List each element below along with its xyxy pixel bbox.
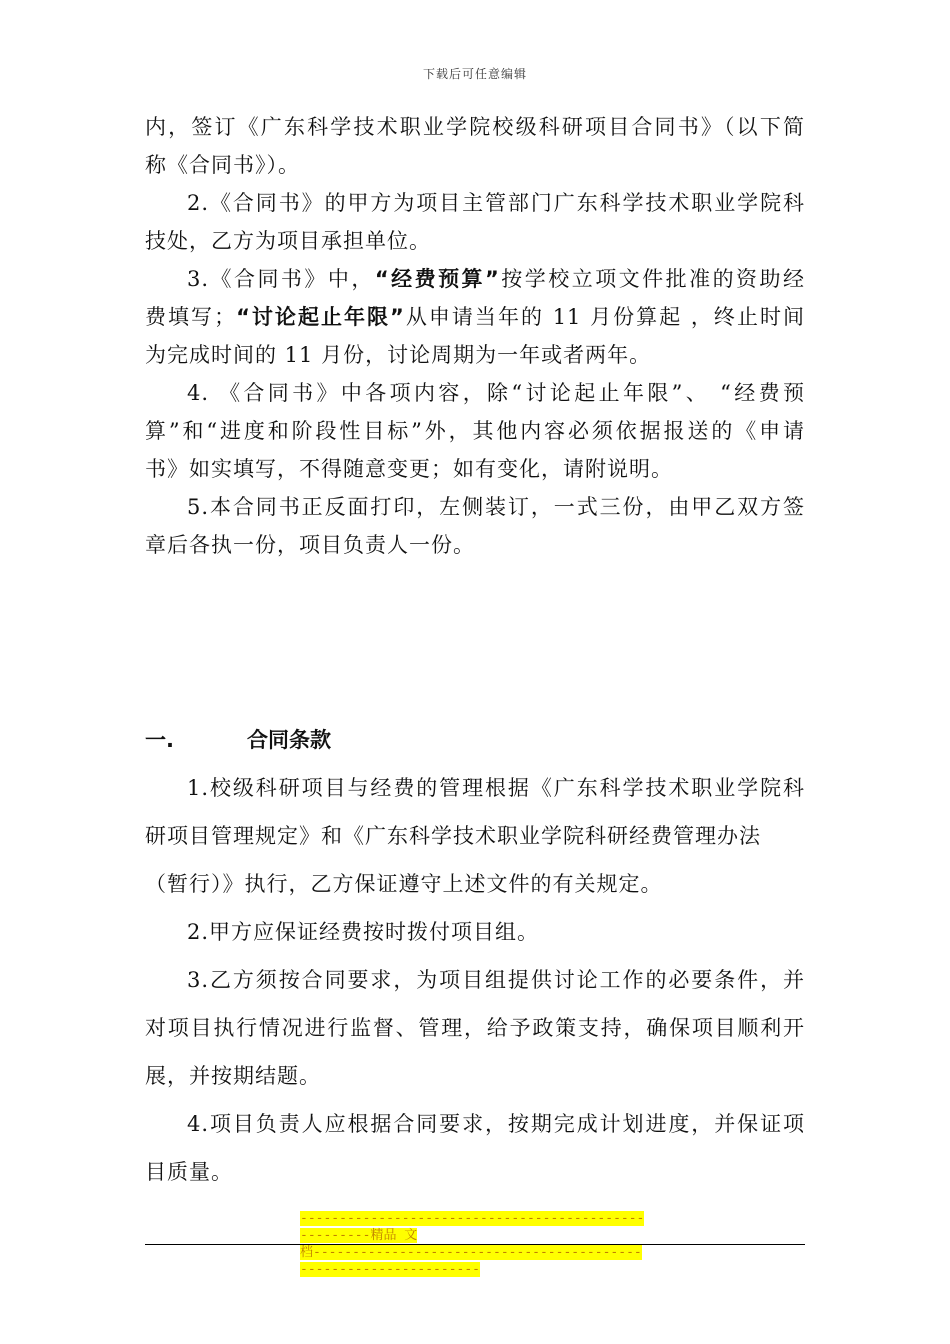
- text-line: 1.校级科研项目与经费的管理根据《广东科学技术职业学院科: [187, 776, 805, 800]
- footer-mark-line2: 档-----------------------------------------------------------------: [300, 1245, 642, 1277]
- text-line: 书》如实填写，不得随意变更；如有变化，请附说明。: [145, 457, 673, 481]
- item3-line1: [145, 260, 805, 298]
- text-line: 4. 《合同书》中各项内容，除“讨论起止年限”、 “经费预: [187, 381, 805, 405]
- item3-mid1: 按学校立项文件批准的资助经: [499, 267, 805, 291]
- item3-mid2: 费填写；: [145, 305, 237, 329]
- text-line: 章后各执一份，项目负责人一份。: [145, 533, 475, 557]
- heading-number: 一.: [145, 728, 174, 752]
- contract-terms-block: [145, 764, 805, 1196]
- text-line: 4.项目负责人应根据合同要求，按期完成计划进度，并保证项: [187, 1112, 805, 1136]
- item3-line3: 为完成时间的 11 月份，讨论周期为一年或者两年。: [145, 343, 652, 367]
- item3-mid3: 从申请当年的 11 月份算起 ，终止时间: [404, 305, 806, 329]
- text-line: 研项目管理规定》和《广东科学技术职业学院科研经费管理办法: [145, 824, 761, 848]
- text-line: 5.本合同书正反面打印，左侧装订，一式三份，由甲乙双方签: [187, 495, 805, 519]
- contract-notes-block: [145, 108, 805, 564]
- text-line: 2.《合同书》的甲方为项目主管部门广东科学技术职业学院科: [187, 191, 805, 215]
- text-line: 算”和“进度和阶段性目标”外，其他内容必须依据报送的《申请: [145, 419, 805, 443]
- text-line: 3.乙方须按合同要求，为项目组提供讨论工作的必要条件，并: [187, 968, 805, 992]
- text-line: 展，并按期结题。: [145, 1064, 321, 1088]
- item3-line2: [145, 298, 805, 336]
- footer-mark-line1: -----------------------------------------------------精品 文: [300, 1211, 645, 1243]
- text-line: 内，签订《广东科学技术职业学院校级科研项目合同书》（以下简: [145, 115, 805, 139]
- text-line: 对项目执行情况进行监督、管理，给予政策支持，确保项目顺利开: [145, 1016, 805, 1040]
- text-line: 目质量。: [145, 1160, 233, 1184]
- term-period: “讨论起止年限”: [236, 305, 405, 329]
- term-budget: “经费预算”: [374, 267, 500, 291]
- text-line: 技处，乙方为项目承担单位。: [145, 229, 431, 253]
- header-note: 下载后可任意编辑: [422, 67, 527, 81]
- text-line: 称《合同书》）。: [145, 153, 300, 177]
- text-line: 2.甲方应保证经费按时拨付项目组。: [187, 920, 540, 944]
- section-heading: [145, 724, 331, 754]
- text-line: （暂行）》执行，乙方保证遵守上述文件的有关规定。: [145, 872, 663, 896]
- footer-rule: [145, 1244, 805, 1245]
- heading-title: 合同条款: [247, 728, 331, 752]
- item3-prefix: 3.《合同书》中，: [187, 267, 375, 291]
